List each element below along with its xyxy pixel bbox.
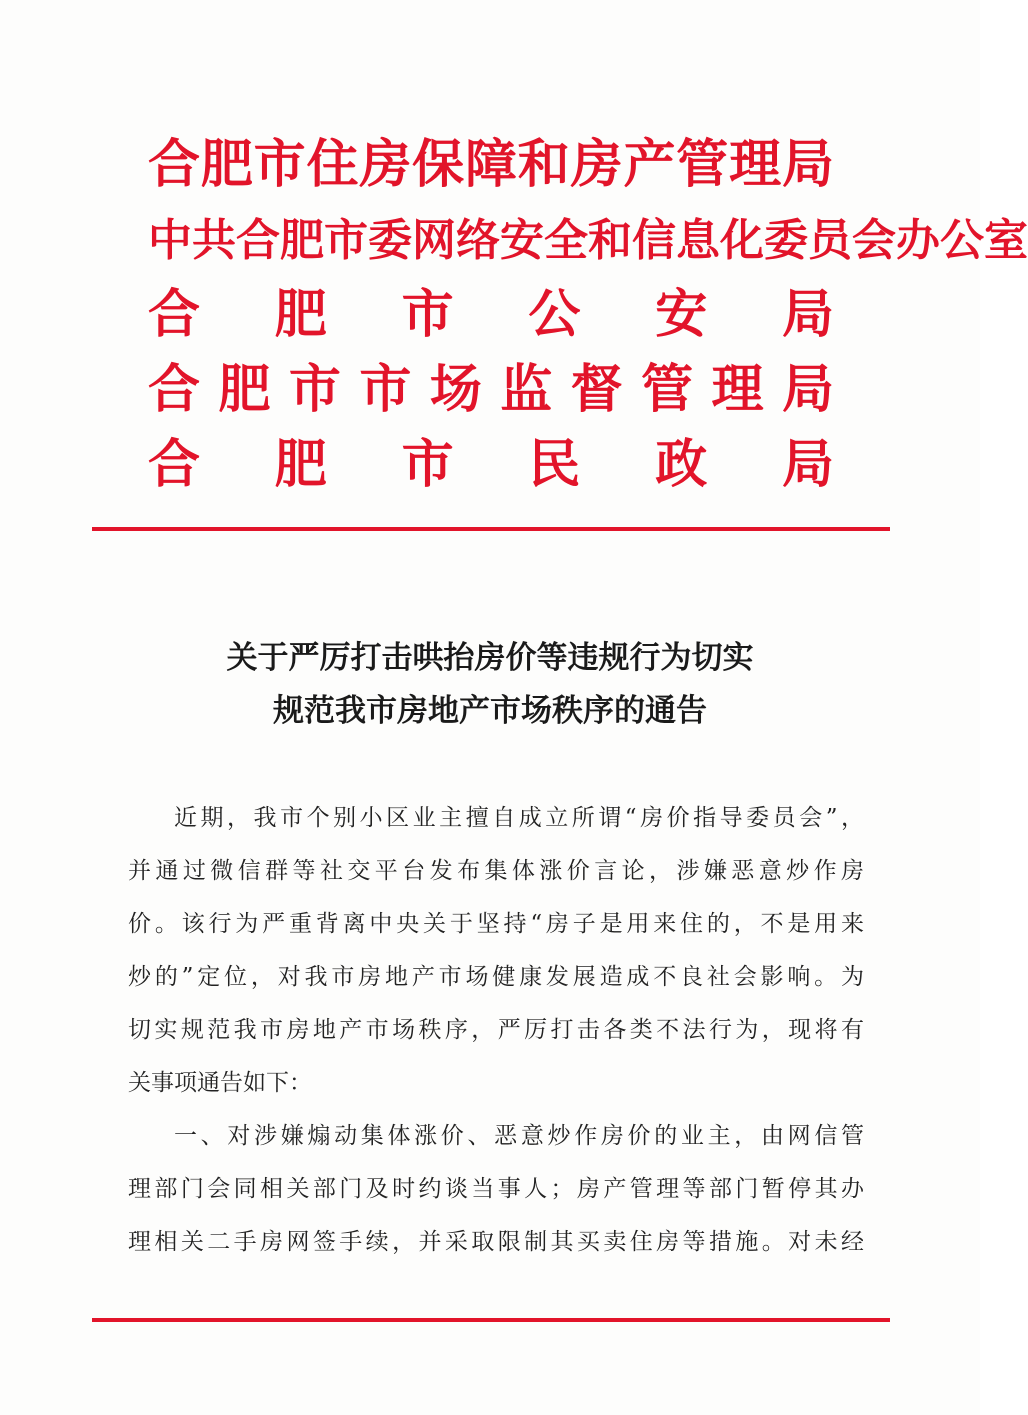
issuer-character: 息 <box>676 215 720 266</box>
issuer-character: 监 <box>500 360 553 420</box>
body-line: 一、对涉嫌煽动集体涨价、恶意炒作房价的业主，由网信管 <box>174 1123 864 1149</box>
issuer-character: 管 <box>641 360 694 420</box>
issuer-character: 全 <box>544 215 588 266</box>
title-line-1: 关于严厉打击哄抬房价等违规行为切实 <box>226 640 754 676</box>
issuer-cyberspace-office <box>148 203 1028 278</box>
issuer-character: 房 <box>570 135 623 195</box>
footer-divider-rule <box>92 1318 890 1322</box>
issuer-character: 产 <box>623 135 676 195</box>
document-body <box>128 792 864 1269</box>
issuer-housing-bureau <box>148 128 834 203</box>
issuer-character: 公 <box>528 285 581 345</box>
issuer-character: 市 <box>401 285 454 345</box>
issuer-character: 局 <box>781 360 834 420</box>
issuer-character: 委 <box>764 215 808 266</box>
issuer-character: 肥 <box>200 135 253 195</box>
issuer-character: 室 <box>984 215 1028 266</box>
issuer-character: 合 <box>148 435 201 495</box>
title-line-2: 规范我市房地产市场秩序的通告 <box>273 693 707 729</box>
issuer-character: 障 <box>464 135 517 195</box>
issuer-character: 信 <box>632 215 676 266</box>
issuer-public-security-bureau <box>148 278 834 353</box>
body-line: 理相关二手房网签手续，并采取限制其买卖住房等措施。对未经 <box>128 1229 864 1255</box>
issuer-character: 理 <box>711 360 764 420</box>
issuer-character: 员 <box>808 215 852 266</box>
issuer-character: 共 <box>192 215 236 266</box>
issuer-character: 局 <box>781 285 834 345</box>
issuer-character: 络 <box>456 215 500 266</box>
header-divider-rule <box>92 527 890 531</box>
issuer-character: 市 <box>359 360 412 420</box>
body-line: 价。该行为严重背离中央关于坚持“房子是用来住的，不是用来 <box>128 911 864 937</box>
issuer-header <box>148 128 1028 503</box>
issuer-character: 肥 <box>274 285 327 345</box>
issuer-character: 安 <box>655 285 708 345</box>
issuer-character: 市 <box>324 215 368 266</box>
issuer-character: 政 <box>655 435 708 495</box>
issuer-civil-affairs-bureau <box>148 428 834 503</box>
issuer-character: 合 <box>148 360 201 420</box>
issuer-character: 办 <box>896 215 940 266</box>
body-line: 近期，我市个别小区业主擅自成立所谓“房价指导委员会”， <box>174 805 864 831</box>
issuer-character: 市 <box>401 435 454 495</box>
issuer-character: 网 <box>412 215 456 266</box>
document-title <box>0 632 980 738</box>
issuer-character: 局 <box>781 435 834 495</box>
issuer-character: 肥 <box>218 360 271 420</box>
issuer-character: 督 <box>570 360 623 420</box>
issuer-character: 房 <box>359 135 412 195</box>
issuer-character: 和 <box>517 135 570 195</box>
issuer-character: 公 <box>940 215 984 266</box>
issuer-character: 会 <box>852 215 896 266</box>
issuer-character: 管 <box>676 135 729 195</box>
issuer-character: 局 <box>781 135 834 195</box>
issuer-market-supervision-bureau <box>148 353 834 428</box>
body-line: 切实规范我市房地产市场秩序，严厉打击各类不法行为，现将有 <box>128 1017 864 1043</box>
issuer-character: 合 <box>148 285 201 345</box>
issuer-character: 肥 <box>280 215 324 266</box>
issuer-character: 安 <box>500 215 544 266</box>
issuer-character: 肥 <box>274 435 327 495</box>
issuer-character: 保 <box>412 135 465 195</box>
issuer-character: 住 <box>306 135 359 195</box>
body-line: 关事项通告如下： <box>128 1070 312 1096</box>
issuer-character: 合 <box>236 215 280 266</box>
issuer-character: 市 <box>288 360 341 420</box>
issuer-character: 理 <box>729 135 782 195</box>
issuer-character: 中 <box>148 215 192 266</box>
issuer-character: 场 <box>429 360 482 420</box>
issuer-character: 合 <box>148 135 201 195</box>
issuer-character: 市 <box>253 135 306 195</box>
issuer-character: 和 <box>588 215 632 266</box>
body-line: 炒的”定位，对我市房地产市场健康发展造成不良社会影响。为 <box>128 964 864 990</box>
issuer-character: 化 <box>720 215 764 266</box>
issuer-character: 委 <box>368 215 412 266</box>
issuer-character: 民 <box>528 435 581 495</box>
body-line: 并通过微信群等社交平台发布集体涨价言论，涉嫌恶意炒作房 <box>128 858 864 884</box>
body-line: 理部门会同相关部门及时约谈当事人；房产管理等部门暂停其办 <box>128 1176 864 1202</box>
